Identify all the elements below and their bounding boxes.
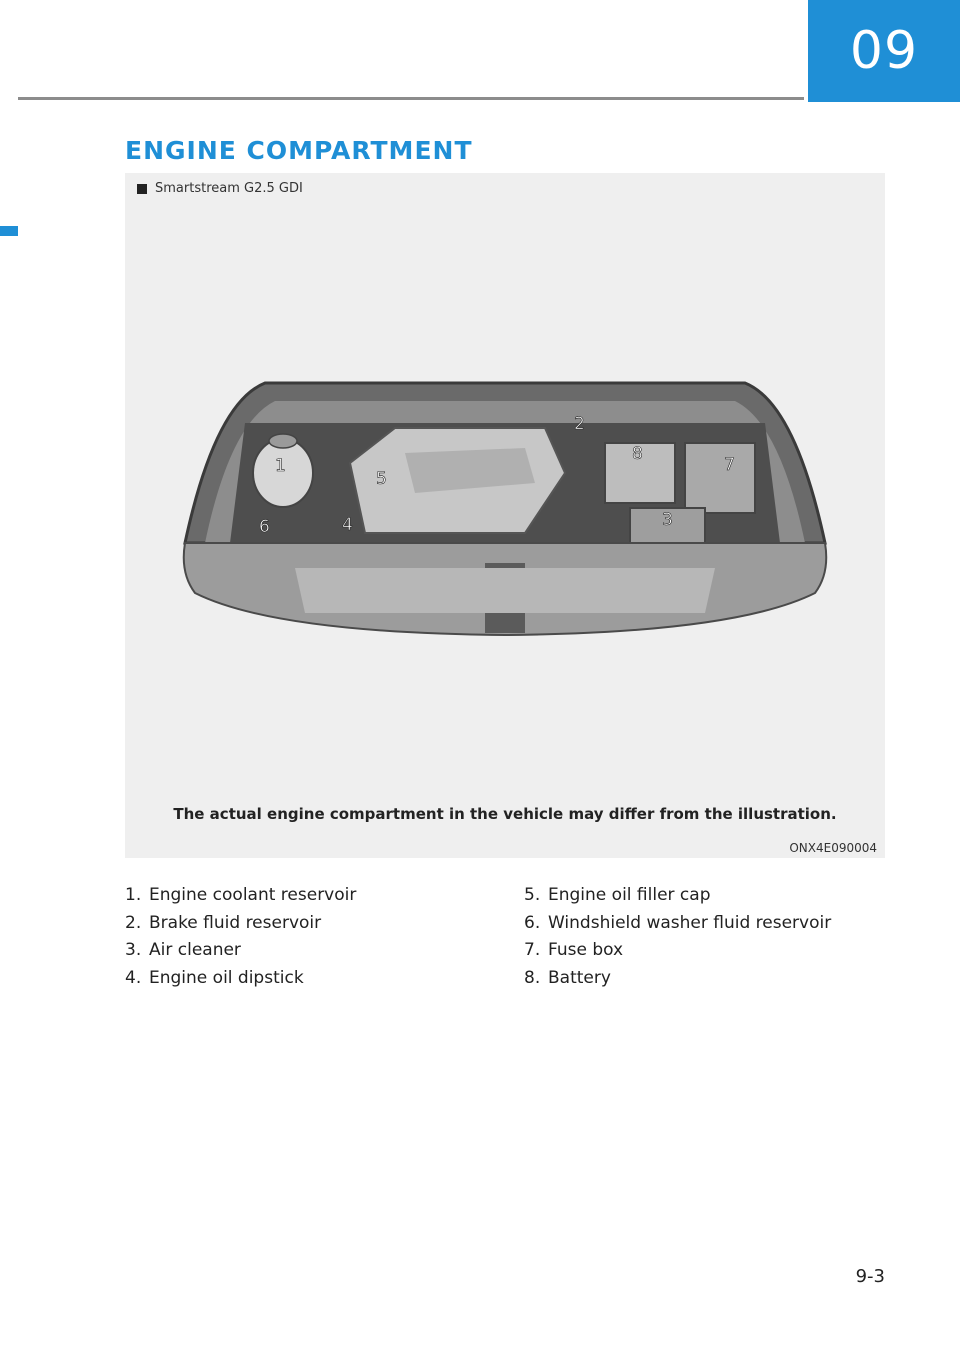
engine-label-text: Smartstream G2.5 GDI [155,181,303,196]
chapter-tab [808,0,960,102]
section-title: ENGINE COMPARTMENT [125,136,473,165]
engine-figure [125,173,885,858]
list-item: 1. Engine coolant reservoir [125,885,357,905]
header-rule [18,97,804,100]
list-item: 4. Engine oil dipstick [125,967,304,988]
callout-4: 4 [342,515,353,535]
component-list-left [125,882,356,992]
engine-illustration [125,173,885,858]
callout-2: 2 [574,414,585,434]
engine-label [137,181,303,196]
list-item: 2. Brake fluid reservoir [125,912,322,933]
list-item: 7. Fuse box [524,940,624,960]
callout-8: 8 [632,444,643,464]
callout-7: 7 [724,455,735,475]
list-item: 3. Air cleaner [125,940,241,960]
figure-code: ONX4E090004 [789,841,877,855]
list-item: 8. Battery [524,967,611,988]
callout-3: 3 [662,510,673,530]
chapter-number: 09 [849,21,919,81]
square-bullet-icon [137,184,147,194]
side-marker [0,226,18,236]
page-number: 9-3 [855,1266,885,1287]
callout-5: 5 [376,469,387,489]
list-item: 6. Windshield washer fluid reservoir [524,912,832,933]
callout-6: 6 [259,517,270,537]
callout-1: 1 [275,456,286,476]
component-list-right [524,882,831,992]
figure-caption: The actual engine compartment in the vehicle may differ from the illustration. [173,805,837,823]
list-item: 5. Engine oil filler cap [524,885,711,905]
